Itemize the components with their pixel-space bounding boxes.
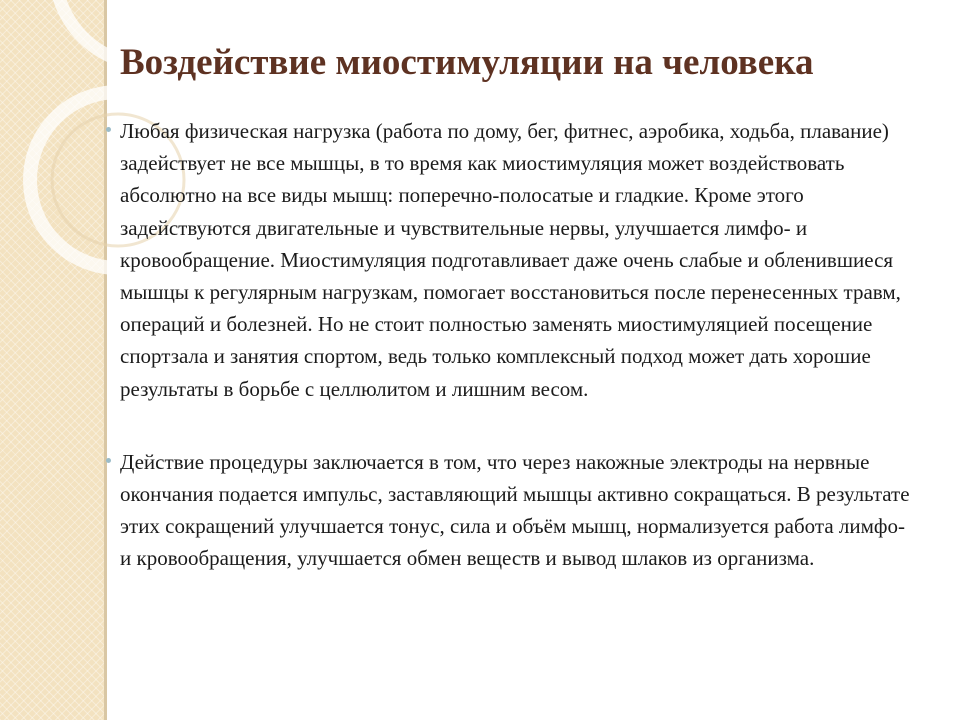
bullet-dot-icon (106, 127, 111, 132)
sidebar-edge-line (104, 0, 107, 720)
slide-content (120, 115, 915, 575)
bullet-item-2 (120, 446, 915, 575)
bullet-dot-icon (106, 458, 111, 463)
bullet-text-1: Любая физическая нагрузка (работа по дому, бег, фитнес, аэробика, ходьба, плавание) задействует не все мышцы, в то время как миостимуляция может воздействовать абсолютно на все виды мышц: поперечно-полосатые и гладкие. Кроме этого задействуются двигательные и чувствительные нервы, улучшается лимфо- и кровообращение. Миостимуляция подготавливает даже очень слабые и обленившиеся мышцы к регулярным нагрузкам, помогает восстановиться после перенесенных травм, операций и болезней. Но не стоит полностью заменять миостимуляцией посещение спортзала и занятия спортом, ведь только комплексный подход может дать хорошие результаты в борьбе с целлюлитом и лишним весом. (120, 119, 901, 401)
slide-title: Воздействие миостимуляции на человека (120, 42, 814, 83)
decorative-sidebar (0, 0, 107, 720)
bullet-text-2: Действие процедуры заключается в том, что через накожные электроды на нервные окончания подается импульс, заставляющий мышцы активно сокращаться. В результате этих сокращений улучшается тонус, сила и объём мышц, нормализуется работа лимфо- и кровообращения, улучшается обмен веществ и вывод шлаков из организма. (120, 449, 910, 571)
bullet-item-1 (120, 115, 915, 405)
